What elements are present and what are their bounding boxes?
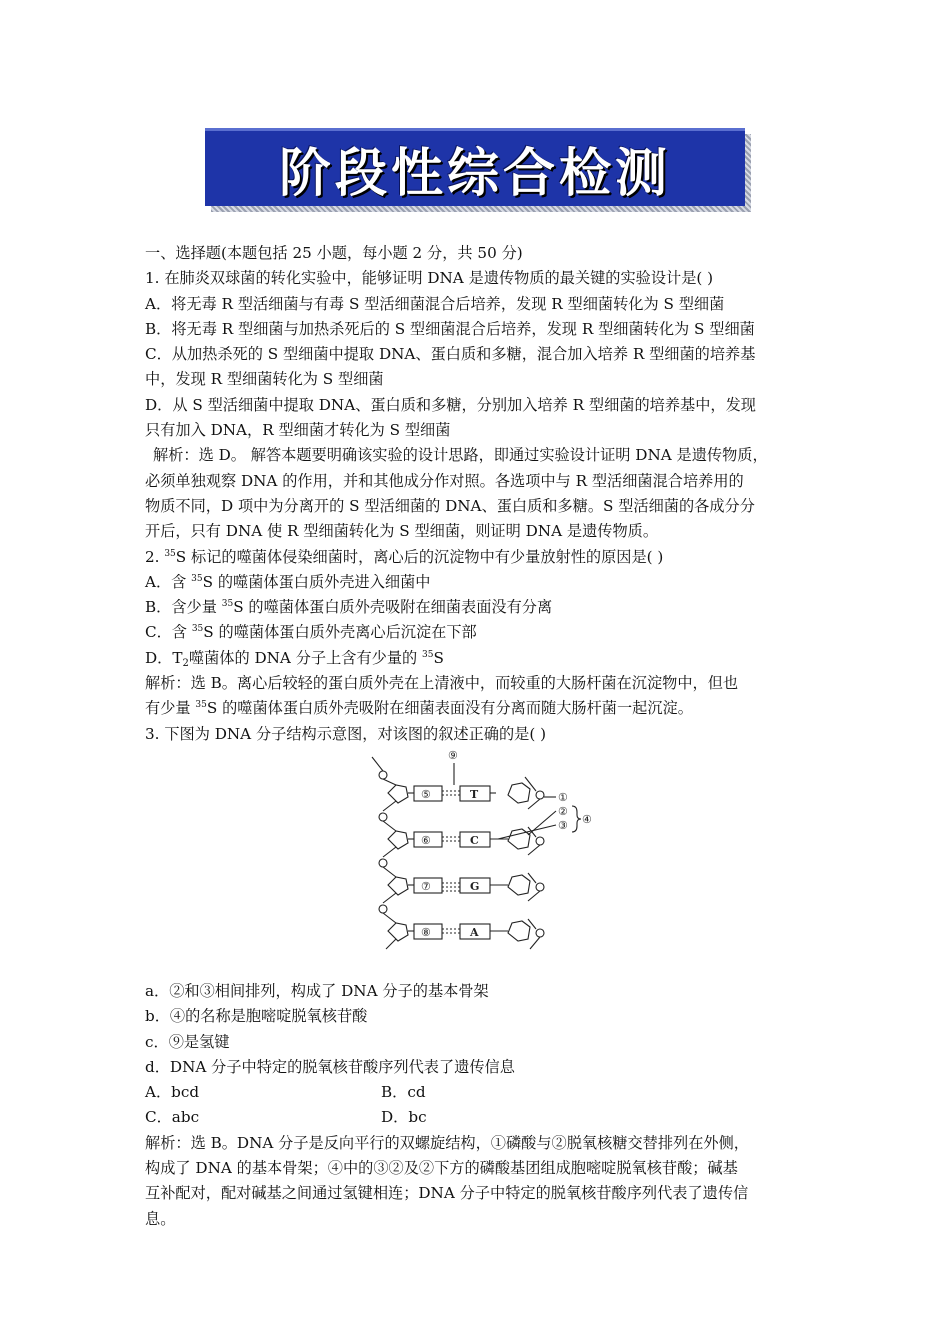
left-backbone <box>372 757 396 949</box>
q3-options-row-2 <box>145 1105 813 1130</box>
q1-option-c: C．从加热杀死的 S 型细菌中提取 DNA、蛋白质和多糖，混合加入培养 R 型细菌的培养基 <box>145 345 756 364</box>
nucleotide-pair-1 <box>388 783 530 803</box>
q1-explanation-2: 必须单独观察 DNA 的作用，并和其他成分作对照。各选项中与 R 型活细菌混合培养用的 <box>145 471 744 490</box>
q3-option-d: D．bc <box>381 1108 427 1127</box>
q2-stem-text: S 标记的噬菌体侵染细菌时，离心后的沉淀物中有少量放射性的原因是( ) <box>175 547 664 566</box>
q1-option-d: D．从 S 型活细菌中提取 DNA、蛋白质和多糖，分别加入培养 R 型细菌的培养基中，发现 <box>145 395 756 414</box>
callout-line-3 <box>498 825 556 839</box>
q1-option-a: A．将无毒 R 型活细菌与有毒 S 型活细菌混合后培养，发现 R 型细菌转化为 S 型细菌 <box>145 294 725 313</box>
brace <box>572 806 581 832</box>
q3-stem: 3. 下图为 DNA 分子结构示意图，对该图的叙述正确的是( ) <box>145 724 547 743</box>
q2-d-text: 噬菌体的 DNA 分子上含有少量的 <box>188 648 423 667</box>
q2-e-text: S 的噬菌体蛋白质外壳吸附在细菌表面没有分离而随大肠杆菌一起沉淀。 <box>206 699 693 718</box>
q2-stem <box>145 545 813 570</box>
isotope-mark: 35 <box>195 700 207 711</box>
isotope-mark: 35 <box>191 573 203 584</box>
q3-statement-d: d．DNA 分子中特定的脱氧核苷酸序列代表了遗传信息 <box>145 1057 515 1076</box>
page-title: 阶段性综合检测 <box>278 144 671 204</box>
q2-option-b <box>145 595 813 620</box>
q1-stem: 1. 在肺炎双球菌的转化实验中，能够证明 DNA 是遗传物质的最关键的实验设计是( ) <box>145 269 714 288</box>
nucleotide-pair-3 <box>388 875 530 895</box>
title-banner <box>205 128 745 206</box>
q1-option-d-cont: 只有加入 DNA，R 型细菌才转化为 S 型细菌 <box>145 421 451 440</box>
right-backbone <box>525 777 544 949</box>
q3-explanation-2: 构成了 DNA 的基本骨架；④中的③②及②下方的磷酸基团组成胞嘧啶脱氧核苷酸；碱基 <box>145 1159 738 1178</box>
base-c: C <box>470 833 479 847</box>
q3-option-c: C．abc <box>145 1108 200 1127</box>
base-t: T <box>470 787 479 801</box>
q1-explanation-3: 物质不同，D 项中为分离开的 S 型活细菌的 DNA、蛋白质和多糖。S 型活细菌的各成分分 <box>145 496 755 515</box>
q1-explanation-4: 开后，只有 DNA 使 R 型细菌转化为 S 型细菌，则证明 DNA 是遗传物质。 <box>145 522 659 541</box>
q2-option-d <box>145 646 813 671</box>
label-6: ⑥ <box>421 833 431 847</box>
q2-c-prefix: C．含 <box>145 623 192 642</box>
callout-line-2 <box>528 811 556 835</box>
q3-explanation-3: 互补配对，配对碱基之间通过氢键相连；DNA 分子中特定的脱氧核苷酸序列代表了遗传信 <box>145 1184 749 1203</box>
q2-option-a <box>145 570 813 595</box>
q1-explanation: 解析：选 D。 解答本题要明确该实验的设计思路，即通过实验设计证明 DNA 是遗传物质， <box>153 446 768 465</box>
q2-explanation: 解析：选 B。离心后较轻的蛋白质外壳在上清液中，而较重的大肠杆菌在沉淀物中，但也 <box>145 674 739 693</box>
q3-statement-b: b．④的名称是胞嘧啶脱氧核苷酸 <box>145 1007 368 1026</box>
section-heading: 一、选择题(本题包括 25 小题，每小题 2 分，共 50 分) <box>145 244 523 262</box>
q2-d-suffix: S <box>433 648 444 667</box>
label-8: ⑧ <box>421 925 431 939</box>
base-a: A <box>470 925 479 939</box>
q3-options-row-1 <box>145 1080 813 1105</box>
dna-structure-figure <box>145 747 813 979</box>
q1-option-c-cont: 中，发现 R 型细菌转化为 S 型细菌 <box>145 370 384 389</box>
q3-explanation: 解析：选 B。DNA 分子是反向平行的双螺旋结构，①磷酸与②脱氧核糖交替排列在外侧， <box>145 1133 749 1152</box>
q2-c-text: S 的噬菌体蛋白质外壳离心后沉淀在下部 <box>203 623 477 642</box>
nucleotide-pair-2 <box>388 829 530 849</box>
isotope-mark: 35 <box>191 624 204 635</box>
base-g: G <box>470 879 480 893</box>
isotope-mark: 35 <box>422 649 434 660</box>
q2-a-text: S 的噬菌体蛋白质外壳进入细菌中 <box>202 572 431 591</box>
q2-b-text: S 的噬菌体蛋白质外壳吸附在细菌表面没有分离 <box>233 598 553 617</box>
q2-d-prefix: D．T <box>145 648 183 667</box>
dna-diagram <box>370 749 610 977</box>
q2-e-prefix: 有少量 <box>145 699 196 718</box>
q2-a-prefix: A．含 <box>145 572 192 591</box>
q3-statement-a: a．②和③相间排列，构成了 DNA 分子的基本骨架 <box>145 981 489 1000</box>
q2-option-c <box>145 620 813 645</box>
q2-explanation-2 <box>145 696 813 721</box>
label-9: ⑨ <box>448 748 458 762</box>
label-5: ⑤ <box>421 787 431 801</box>
q3-explanation-4: 息。 <box>145 1209 176 1228</box>
q3-option-a: A．bcd <box>145 1083 200 1102</box>
label-1: ① <box>558 790 568 804</box>
q2-b-prefix: B．含少量 <box>145 598 222 617</box>
q1-option-b: B．将无毒 R 型细菌与加热杀死后的 S 型细菌混合后培养，发现 R 型细菌转化为 S 型细菌 <box>145 319 755 338</box>
label-7: ⑦ <box>421 879 431 893</box>
isotope-mark: 35 <box>221 599 234 610</box>
nucleotide-pair-4 <box>388 921 530 941</box>
label-2: ② <box>558 804 568 818</box>
document-body <box>145 241 813 1232</box>
q3-option-b: B．cd <box>381 1083 426 1102</box>
banner-box <box>205 128 745 206</box>
subscript-mark: 2 <box>182 657 189 669</box>
isotope-mark: 35 <box>164 548 176 559</box>
label-3: ③ <box>558 818 568 832</box>
label-4: ④ <box>582 812 592 826</box>
q3-statement-c: c．⑨是氢键 <box>145 1032 230 1051</box>
q2-number: 2. <box>145 547 165 566</box>
